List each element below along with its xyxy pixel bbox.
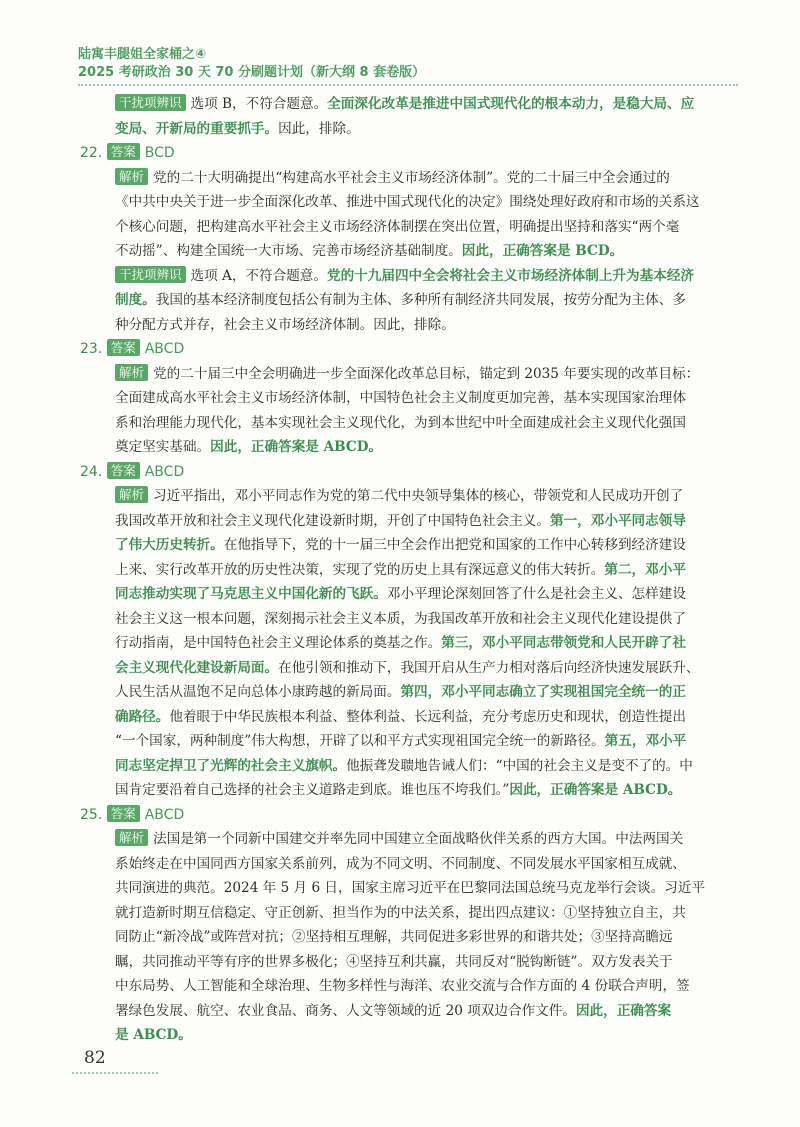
answer-tag: 答案 [107,805,140,822]
analysis-tag: 解析 [115,486,148,503]
question-25: 25. 答案 ABCD 解析 法国是第一个同新中国建交并率先同中国建立全面战略伙伴关系的西方大国。中法两国关 系始终走在中国同西方国家关系前列，成为不同文明、不同制度、不同发展水平国家相互成就、 共同演进的典范。2024 年 5 月 6 日，国家主席习近平在巴黎同法国总统马克龙举行会谈。习近平 就打造新时期互信稳定、守正创新、担当作为的中法关系，提出四点建议：①坚持独立自主，共 同防止“新冷战”或阵营对抗；②坚持相互理解，共同促进多彩世界的和谐共处；③坚持高瞻远 瞩，共同推动平等有序的世界多极化；④坚持互利共赢，共同反对“脱钩断链”。双方发表关于 中东局势、人工智能和全球治理、生物多样性与海洋、农业交流与合作方面的 4 份联合声明，签 署绿色发展、航空、农业食品、商务、人文等领域的近 20 项双边合作文件。因此，正确答案 是 ABCD。 [80,803,720,1048]
answer-tag: 答案 [107,462,140,479]
analysis-tag: 解析 [115,168,148,185]
distractor-tag: 干扰项辨识 [115,266,186,283]
analysis-tag: 解析 [115,829,148,846]
q21-distractor: 干扰项辨识 选项 B，不符合题意。全面深化改革是推进中国式现代化的根本动力，是稳大局、应 变局、开新局的重要抓手。因此，排除。 [115,95,695,137]
distractor-tag: 干扰项辨识 [115,94,186,111]
series-title: 陆寓丰腿姐全家桶之④ [78,47,207,62]
question-22: 22. 答案 BCD 解析 党的二十大明确提出“构建高水平社会主义市场经济体制”。党的二十届三中全会通过的 《中共中央关于进一步全面深化改革、推进中国式现代化的决定》围绕处理好政府和市场的关系这 个核心问题，把构建高水平社会主义市场经济体制摆在突出位置，明确提出坚持和落实“两个毫 不动摇”、构建全国统一大市场、完善市场经济基础制度。因此，正确答案是 BCD。 干扰项辨识 选项 A，不符合题意。党的十九届四中全会将社会主义市场经济体制上升为基本经济 制度。我国的基本经济制度包括公有制为主体、多种所有制经济共同发展，按劳分配为主体、多 种分配方式并存，社会主义市场经济体制。因此，排除。 [80,141,720,337]
page-content [80,92,720,1048]
question-23-answer: 23. 答案 ABCD [80,340,185,357]
page-number: 82 [84,1048,106,1068]
question-22-answer: 22. 答案 BCD [80,144,175,161]
question-23: 23. 答案 ABCD 解析 党的二十届三中全会明确进一步全面深化改革总目标，锚定到 2035 年要实现的改革目标： 全面建成高水平社会主义市场经济体制，中国特色社会主义制度更加完善，基本实现国家治理体 系和治理能力现代化，基本实现社会主义现代化，为到本世纪中叶全面建成社会主义现代化强国 奠定坚实基础。因此，正确答案是 ABCD。 [80,337,720,460]
question-25-answer: 25. 答案 ABCD [80,805,185,823]
book-title: 2025 考研政治 30 天 70 分刷题计划（新大纲 8 套卷版） [78,65,426,80]
book-header [78,46,738,82]
footer-divider [72,1072,158,1074]
header-divider [78,84,738,86]
question-24: 24. 答案 ABCD 解析 习近平指出，邓小平同志作为党的第二代中央领导集体的核心，带领党和人民成功开创了 我国改革开放和社会主义现代化建设新时期，开创了中国特色社会主义。第一，邓小平同志领导 了伟大历史转折。在他指导下，党的十一届三中全会作出把党和国家的工作中心转移到经济建设 上来、实行改革开放的历史性决策，实现了党的历史上具有深远意义的伟大转折。第二，邓小平 同志推动实现了马克思主义中国化新的飞跃。邓小平理论深刻回答了什么是社会主义、怎样建设 社会主义这一根本问题，深刻揭示社会主义本质，为我国改革开放和社会主义现代化建设提供了 行动指南，是中国特色社会主义理论体系的奠基之作。第三，邓小平同志带领党和人民开辟了社 会主义现代化建设新局面。在他引领和推动下，我国开启从生产力相对落后向经济快速发展跃升、 人民生活从温饱不足向总体小康跨越的新局面。第四，邓小平同志确立了实现祖国完全统一的正 确路径。他着眼于中华民族根本利益、整体利益、长远利益，充分考虑历史和现状，创造性提出 “一个国家，两种制度”伟大构想，开辟了以和平方式实现祖国完全统一的新路径。第五，邓小平 同志坚定捍卫了光辉的社会主义旗帜。他振聋发聩地告诫人们：“中国的社会主义是变不了的。中 国肯定要沿着自己选择的社会主义道路走到底。谁也压不垮我们。”因此，正确答案是 ABCD。 [80,460,720,803]
answer-tag: 答案 [107,143,140,160]
answer-tag: 答案 [107,339,140,356]
analysis-tag: 解析 [115,364,148,381]
question-24-answer: 24. 答案 ABCD [80,462,185,480]
